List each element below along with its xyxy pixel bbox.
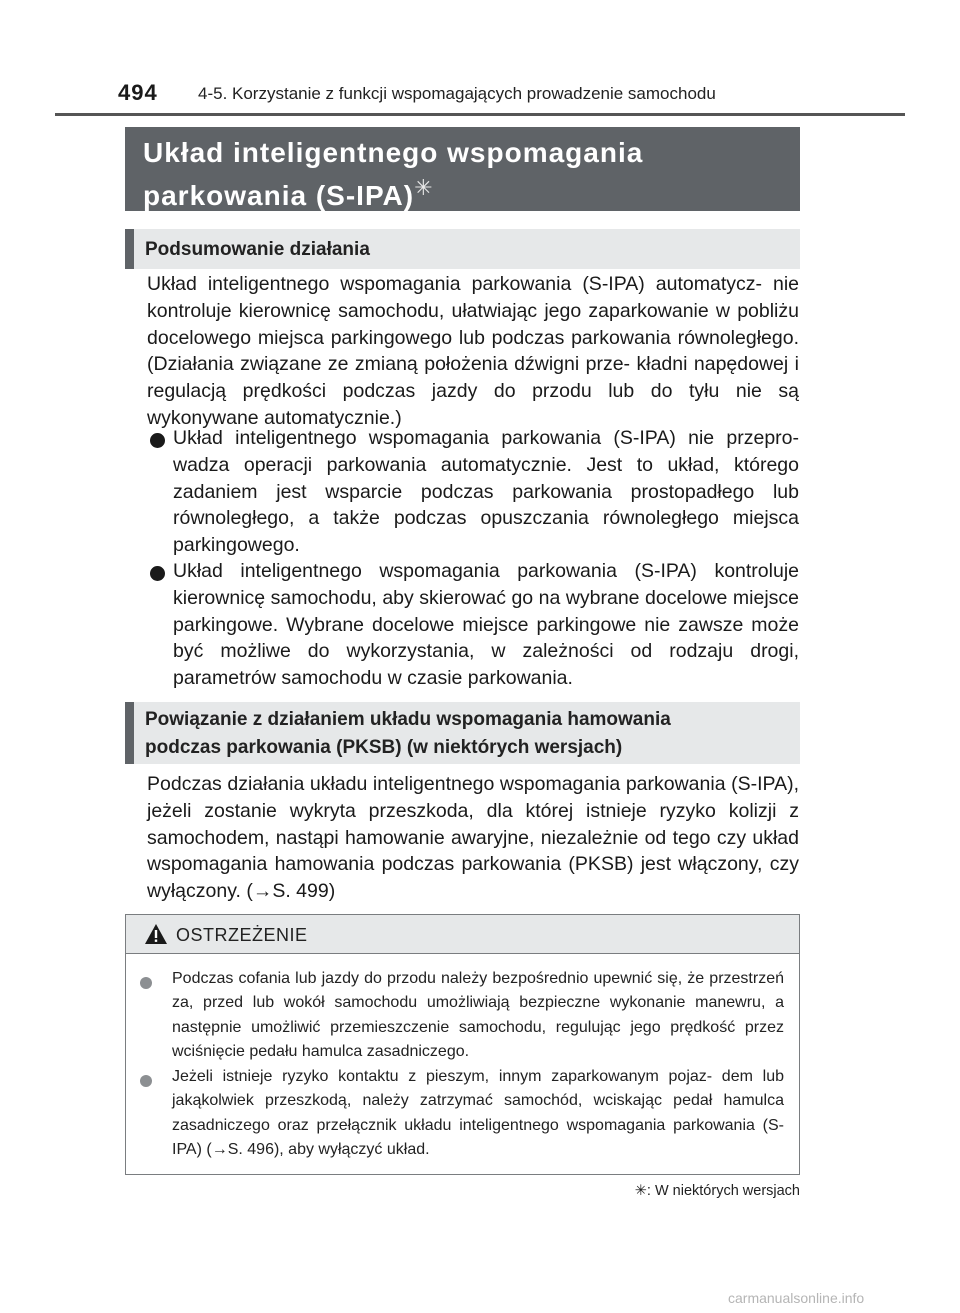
warning-item: Podczas cofania lub jazdy do przodu należy bezpośrednio upewnić się, że przestrzeń za, przed lub wokół samochodu umożliwiają bezpieczne wykonanie manewru, a następnie umożliwić przemieszczenie samochodu, regulując jego prędkość przez wciśnięcie pedału hamulca zasadniczego. bbox=[172, 970, 784, 1060]
page-title-line1: Układ inteligentnego wspomagania bbox=[143, 137, 644, 168]
footnote: ✳: W niektórych wersjach bbox=[634, 1183, 800, 1199]
watermark: carmanualsonline.info bbox=[728, 1290, 865, 1306]
warning-box bbox=[125, 914, 800, 1175]
warning-item: Jeżeli istnieje ryzyko kontaktu z pieszym, innym zaparkowanym pojaz- dem lub jakąkolwiek przeszkodą, należy zatrzymać samochód, wciskając pedał hamulca zasadniczego oraz przełącznik układu inteligentnego wspomagania parkowania (S-IPA) (→S. 496), aby wyłączyć układ. bbox=[172, 1068, 784, 1158]
warning-header bbox=[126, 915, 799, 954]
warning-title: OSTRZEŻENIE bbox=[176, 925, 308, 945]
bullet-item: Układ inteligentnego wspomagania parkowania (S-IPA) kontroluje kierownicę samochodu, aby skierować go na wybrane docelowe miejsce parkingowe. Wybrane docelowe miejsce parkingowe nie zawsze może być możliwe do wykorzystania, w zależności od rodzaju drogi, parametrów samochodu w czasie parkowania. bbox=[173, 560, 799, 690]
page-title bbox=[143, 135, 793, 213]
section-heading-line1: Powiązanie z działaniem układu wspomagania hamowania bbox=[145, 709, 671, 730]
section-heading-line2: podczas parkowania (PKSB) (w niektórych wersjach) bbox=[145, 737, 623, 758]
section-accent bbox=[125, 229, 134, 269]
asterisk-icon: ✳ bbox=[414, 175, 434, 200]
page-title-line2: parkowania (S-IPA) bbox=[143, 180, 415, 211]
section-accent bbox=[125, 702, 134, 764]
summary-paragraph: Układ inteligentnego wspomagania parkowania (S-IPA) automatycz- nie kontroluje kierownicę samochodu, ułatwiając jego zaparkowanie w pobliżu docelowego miejsca parkingowego lub podczas parkowania równoległego. (Działania związane ze zmianą położenia dźwigni prze- kładni napędowej i regulacją prędkości podczas jazdy do przodu lub do tyłu nie są wykonywane automatycznie.) bbox=[147, 273, 799, 429]
bullet-item: Układ inteligentnego wspomagania parkowania (S-IPA) nie przepro- wadza operacji parkowania automatycznie. Jest to układ, którego zadaniem jest wsparcie podczas parkowania prostopadłego lub równoległego, a także podczas opuszczania równoległego miejsca parkingowego. bbox=[173, 427, 799, 557]
page-number: 494 bbox=[118, 80, 158, 105]
bullet-dot-icon bbox=[140, 977, 152, 989]
chapter-title: 4-5. Korzystanie z funkcji wspomagających prowadzenie samochodu bbox=[198, 84, 716, 103]
bullet-dot-icon bbox=[150, 566, 165, 581]
section-heading-label: Podsumowanie działania bbox=[145, 239, 370, 260]
warning-triangle-icon bbox=[144, 923, 168, 945]
bullet-dot-icon bbox=[150, 433, 165, 448]
pksb-paragraph: Podczas działania układu inteligentnego wspomagania parkowania (S-IPA), jeżeli zostanie wykryta przeszkoda, dla której istnieje ryzyko kolizji z samochodem, nastąpi hamowanie awaryjne, niezależnie od tego czy układ wspomagania hamowania podczas parkowania (PKSB) jest włączony, czy wyłączony. (→S. 499) bbox=[147, 773, 799, 903]
header-rule bbox=[55, 113, 905, 116]
title-band bbox=[125, 127, 800, 211]
section-heading-pksb bbox=[125, 702, 800, 764]
section-heading-summary bbox=[125, 229, 800, 269]
bullet-dot-icon bbox=[140, 1075, 152, 1087]
page-header bbox=[118, 80, 808, 108]
